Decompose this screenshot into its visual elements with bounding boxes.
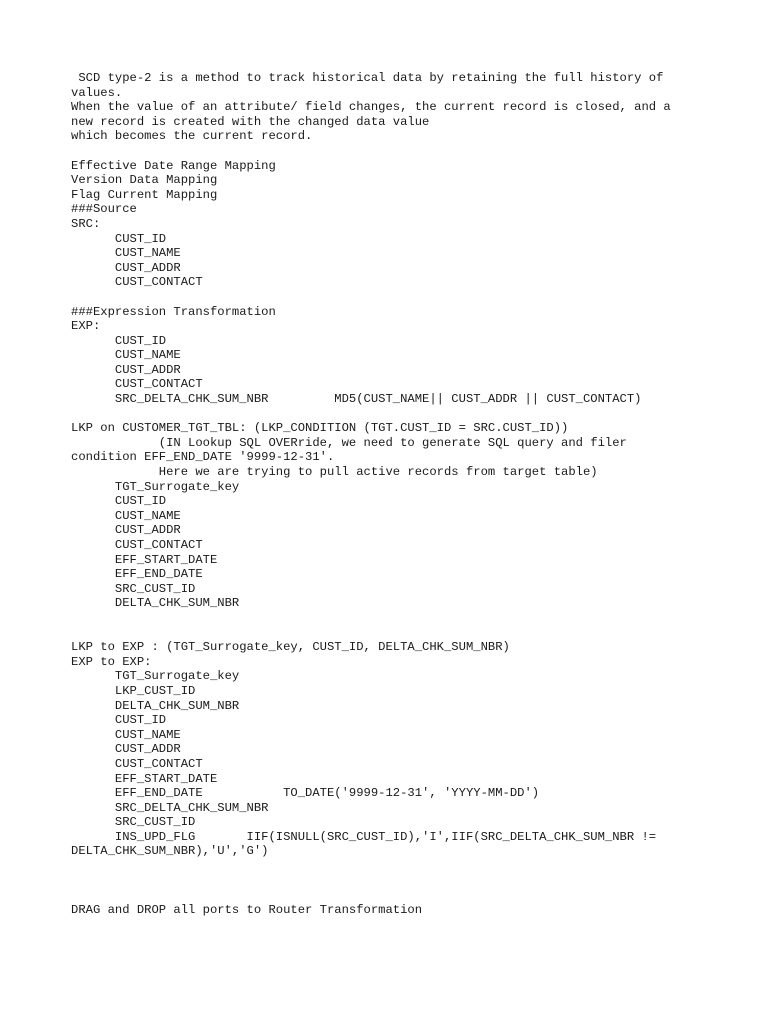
- text-line: Here we are trying to pull active records from target table): [71, 465, 598, 480]
- field-line: LKP_CUST_ID: [71, 683, 196, 698]
- field-line: CUST_ADDR: [71, 260, 181, 275]
- text-line: (IN Lookup SQL OVERride, we need to generate SQL query and filer: [71, 435, 627, 450]
- blank-line: [71, 611, 711, 626]
- field-line: DELTA_CHK_SUM_NBR: [71, 596, 240, 611]
- field-line: CUST_ID: [71, 494, 167, 509]
- blank-line: [71, 144, 711, 159]
- field-line: SRC_DELTA_CHK_SUM_NBR MD5(CUST_NAME|| CUST_ADDR || CUST_CONTACT): [71, 392, 642, 407]
- text-line: DELTA_CHK_SUM_NBR),'U','G'): [71, 844, 269, 859]
- text-line: LKP to EXP : (TGT_Surrogate_key, CUST_ID, DELTA_CHK_SUM_NBR): [71, 640, 510, 655]
- field-line: CUST_ADDR: [71, 742, 181, 757]
- text-line: SCD type-2 is a method to track historical data by retaining the full history of: [71, 71, 664, 85]
- text-line: Version Data Mapping: [71, 173, 218, 188]
- field-line: TGT_Surrogate_key: [71, 669, 240, 684]
- section-heading: ###Expression Transformation: [71, 304, 276, 319]
- field-line: EFF_START_DATE: [71, 771, 218, 786]
- field-line: CUST_ID: [71, 333, 167, 348]
- field-line: CUST_NAME: [71, 348, 181, 363]
- text-line: When the value of an attribute/ field changes, the current record is closed, and a: [71, 100, 671, 115]
- text-line: Flag Current Mapping: [71, 187, 218, 202]
- field-line: CUST_ID: [71, 231, 167, 246]
- field-line: SRC_DELTA_CHK_SUM_NBR: [71, 800, 269, 815]
- text-line: EXP:: [71, 319, 101, 334]
- text-line: EXP to EXP:: [71, 654, 152, 669]
- field-line: EFF_START_DATE: [71, 552, 218, 567]
- text-line: SRC:: [71, 216, 101, 231]
- field-line: DELTA_CHK_SUM_NBR: [71, 698, 240, 713]
- field-line: TGT_Surrogate_key: [71, 479, 240, 494]
- field-line: CUST_ADDR: [71, 523, 181, 538]
- text-line: which becomes the current record.: [71, 129, 313, 144]
- field-line: EFF_END_DATE TO_DATE('9999-12-31', 'YYYY-MM-DD'): [71, 786, 540, 801]
- field-line: SRC_CUST_ID: [71, 581, 196, 596]
- field-line: CUST_CONTACT: [71, 538, 203, 552]
- field-line: SRC_CUST_ID: [71, 815, 196, 830]
- text-line: values.: [71, 85, 123, 100]
- field-line: EFF_END_DATE: [71, 567, 203, 582]
- text-line: LKP on CUSTOMER_TGT_TBL: (LKP_CONDITION (TGT.CUST_ID = SRC.CUST_ID)): [71, 421, 569, 436]
- document-page: [71, 71, 711, 917]
- field-line: CUST_CONTACT: [71, 275, 203, 290]
- field-line: CUST_NAME: [71, 246, 181, 261]
- blank-line: [71, 888, 711, 903]
- field-line: CUST_ADDR: [71, 362, 181, 377]
- text-line: condition EFF_END_DATE '9999-12-31'.: [71, 450, 335, 465]
- field-line: CUST_NAME: [71, 508, 181, 523]
- field-line: CUST_CONTACT: [71, 756, 203, 771]
- field-line: INS_UPD_FLG IIF(ISNULL(SRC_CUST_ID),'I',IIF(SRC_DELTA_CHK_SUM_NBR !=: [71, 829, 657, 844]
- section-heading: ###Source: [71, 202, 137, 217]
- blank-line: [71, 407, 711, 422]
- blank-line: [71, 290, 711, 305]
- field-line: CUST_NAME: [71, 727, 181, 742]
- field-line: CUST_ID: [71, 713, 167, 728]
- blank-line: [71, 626, 711, 641]
- field-line: CUST_CONTACT: [71, 377, 203, 392]
- blank-line: [71, 874, 711, 889]
- text-line: new record is created with the changed data value: [71, 114, 430, 129]
- text-line: Effective Date Range Mapping: [71, 158, 276, 173]
- blank-line: [71, 859, 711, 874]
- text-line: DRAG and DROP all ports to Router Transformation: [71, 902, 423, 917]
